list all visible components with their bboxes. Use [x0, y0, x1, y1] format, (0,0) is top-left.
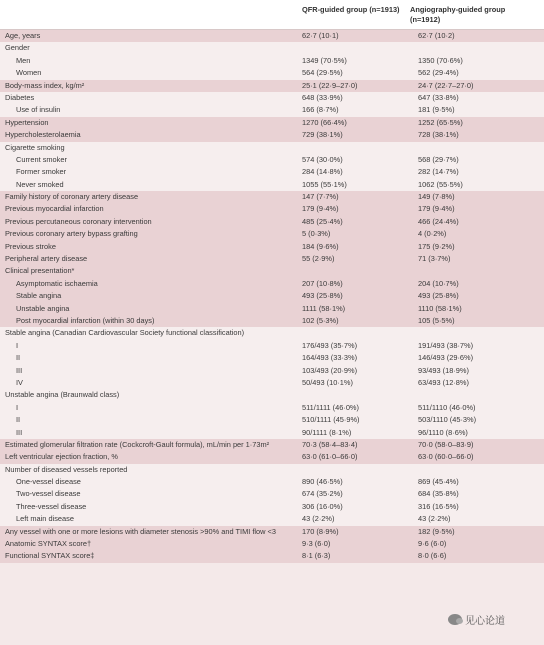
qfr-value: 50/493 (10·1%) — [302, 377, 353, 387]
angiography-value: 9·6 (6·0) — [418, 539, 447, 549]
table-row — [0, 142, 544, 154]
table-row — [0, 241, 544, 253]
angiography-value: 179 (9·4%) — [418, 204, 455, 214]
table-row — [0, 216, 544, 228]
table-row — [0, 414, 544, 426]
row-label: Use of insulin — [16, 105, 61, 115]
header-angiography-group: Angiography-guided group (n=1912) — [410, 5, 506, 24]
qfr-value: 166 (8·7%) — [302, 105, 339, 115]
angiography-value: 1110 (58·1%) — [418, 303, 462, 313]
qfr-value: 1349 (70·5%) — [302, 55, 347, 65]
qfr-value: 70·3 (58·4–83·4) — [302, 439, 358, 449]
table-row — [0, 389, 544, 401]
qfr-value: 729 (38·1%) — [302, 130, 343, 140]
table-row — [0, 191, 544, 203]
angiography-value: 204 (10·7%) — [418, 278, 459, 288]
qfr-value: 25·1 (22·9–27·0) — [302, 80, 358, 90]
angiography-value: 62·7 (10·2) — [418, 31, 455, 40]
row-label: Never smoked — [16, 179, 64, 189]
qfr-value: 574 (30·0%) — [302, 154, 343, 164]
row-label: Stable angina (Canadian Cardiovascular Society functional classification) — [5, 328, 245, 338]
table-row — [0, 538, 544, 550]
qfr-value: 176/493 (35·7%) — [302, 340, 358, 350]
table-row — [0, 439, 544, 451]
row-label: Any vessel with one or more lesions with diameter stenosis >90% and TIMI flow <3 — [5, 526, 276, 536]
row-label: IV — [16, 377, 23, 387]
qfr-value: 493 (25·8%) — [302, 291, 343, 301]
angiography-value: 728 (38·1%) — [418, 130, 459, 140]
row-label: Current smoker — [16, 154, 67, 164]
angiography-value: 146/493 (29·6%) — [418, 353, 474, 363]
row-label: Two-vessel disease — [16, 489, 81, 499]
row-label: Hypertension — [5, 117, 49, 127]
angiography-value: 1062 (55·5%) — [418, 179, 463, 189]
qfr-value: 1270 (66·4%) — [302, 117, 347, 127]
qfr-value: 102 (5·3%) — [302, 315, 339, 325]
row-label: Left main disease — [16, 514, 74, 524]
angiography-value: 63/493 (12·8%) — [418, 377, 469, 387]
table-row — [0, 488, 544, 500]
row-label: Previous stroke — [5, 241, 56, 251]
table-row — [0, 365, 544, 377]
angiography-value: 63·0 (60·0–66·0) — [418, 452, 474, 462]
table-row — [0, 377, 544, 389]
angiography-value: 96/1110 (8·6%) — [418, 427, 468, 437]
angiography-value: 181 (9·5%) — [418, 105, 455, 115]
table-row — [0, 476, 544, 488]
watermark-text: 见心论道 — [465, 616, 505, 627]
angiography-value: 1350 (70·6%) — [418, 55, 463, 65]
table-row — [0, 315, 544, 327]
table-row — [0, 402, 544, 414]
row-label: Gender — [5, 43, 30, 53]
table-row — [0, 179, 544, 191]
angiography-value: 511/1110 (46·0%) — [418, 402, 476, 412]
qfr-value: 9·3 (6·0) — [302, 539, 331, 549]
angiography-value: 182 (9·5%) — [418, 526, 455, 536]
row-label: I — [16, 340, 19, 350]
row-label: Family history of coronary artery disease — [5, 192, 139, 202]
row-label: Post myocardial infarction (within 30 days) — [16, 315, 155, 325]
qfr-value: 55 (2·9%) — [302, 254, 335, 264]
angiography-value: 647 (33·8%) — [418, 92, 459, 102]
angiography-value: 105 (5·5%) — [418, 315, 455, 325]
row-label: Stable angina — [16, 291, 62, 301]
qfr-value: 5 (0·3%) — [302, 229, 331, 239]
angiography-value: 568 (29·7%) — [418, 154, 459, 164]
qfr-value: 648 (33·9%) — [302, 92, 343, 102]
table-row — [0, 30, 544, 42]
row-label: Men — [16, 55, 31, 65]
qfr-value: 62·7 (10·1) — [302, 31, 339, 40]
row-label: Asymptomatic ischaemia — [16, 278, 98, 288]
qfr-value: 184 (9·6%) — [302, 241, 339, 251]
table-row — [0, 55, 544, 67]
row-label: Women — [16, 68, 42, 78]
row-label: Previous coronary artery bypass grafting — [5, 229, 138, 239]
row-label: II — [16, 415, 21, 425]
row-label: Unstable angina (Braunwald class) — [5, 390, 120, 400]
angiography-value: 24·7 (22·7–27·0) — [418, 80, 474, 90]
qfr-value: 103/493 (20·9%) — [302, 365, 358, 375]
table-row — [0, 427, 544, 439]
angiography-value: 503/1110 (45·3%) — [418, 415, 477, 425]
angiography-value: 71 (3·7%) — [418, 254, 451, 264]
angiography-value: 93/493 (18·9%) — [418, 365, 469, 375]
row-label: Hypercholesterolaemia — [5, 130, 81, 140]
row-label: Clinical presentation* — [5, 266, 75, 276]
qfr-value: 207 (10·8%) — [302, 278, 343, 288]
row-label: Age, years — [5, 31, 41, 40]
table-row — [0, 92, 544, 104]
table-row — [0, 228, 544, 240]
table-row — [0, 253, 544, 265]
qfr-value: 90/1111 (8·1%) — [302, 427, 352, 437]
row-label: III — [16, 427, 23, 437]
angiography-value: 466 (24·4%) — [418, 216, 459, 226]
table-row — [0, 451, 544, 463]
angiography-value: 493 (25·8%) — [418, 291, 459, 301]
angiography-value: 4 (0·2%) — [418, 229, 447, 239]
table-row — [0, 303, 544, 315]
row-label: Number of diseased vessels reported — [5, 464, 128, 474]
table-row — [0, 117, 544, 129]
angiography-value: 175 (9·2%) — [418, 241, 455, 251]
wechat-icon — [448, 614, 462, 625]
row-label: Previous percutaneous coronary intervention — [5, 216, 152, 226]
table-row — [0, 290, 544, 302]
qfr-value: 306 (16·0%) — [302, 501, 343, 511]
qfr-value: 485 (25·4%) — [302, 216, 343, 226]
table-row — [0, 67, 544, 79]
row-label: One-vessel disease — [16, 477, 81, 487]
qfr-value: 284 (14·8%) — [302, 167, 343, 177]
row-label: Three-vessel disease — [16, 501, 87, 511]
table-row — [0, 513, 544, 525]
row-label: I — [16, 402, 19, 412]
row-label: Left ventricular ejection fraction, % — [5, 452, 118, 462]
qfr-value: 8·1 (6·3) — [302, 551, 331, 561]
qfr-value: 511/1111 (46·0%) — [302, 402, 359, 412]
header-qfr-group: QFR-guided group (n=1913) — [302, 5, 400, 14]
qfr-value: 890 (46·5%) — [302, 477, 343, 487]
qfr-value: 179 (9·4%) — [302, 204, 339, 214]
table-row — [0, 129, 544, 141]
angiography-value: 684 (35·8%) — [418, 489, 459, 499]
angiography-value: 191/493 (38·7%) — [418, 340, 474, 350]
table-row — [0, 80, 544, 92]
table-row — [0, 327, 544, 339]
angiography-value: 70·0 (58·0–83·9) — [418, 439, 474, 449]
qfr-value: 564 (29·5%) — [302, 68, 343, 78]
table-header — [0, 0, 544, 30]
row-label: Estimated glomerular filtration rate (Cockcroft-Gault formula), mL/min per 1·73m² — [5, 439, 270, 449]
qfr-value: 63·0 (61·0–66·0) — [302, 452, 358, 462]
row-label: III — [16, 365, 23, 375]
row-label: Former smoker — [16, 167, 67, 177]
table-row — [0, 154, 544, 166]
row-label: Anatomic SYNTAX score† — [5, 539, 92, 549]
table-row — [0, 501, 544, 513]
qfr-value: 164/493 (33·3%) — [302, 353, 358, 363]
watermark — [448, 612, 505, 627]
table-row — [0, 104, 544, 116]
row-label: Peripheral artery disease — [5, 254, 88, 264]
table-row — [0, 203, 544, 215]
angiography-value: 1252 (65·5%) — [418, 117, 463, 127]
row-label: Cigarette smoking — [5, 142, 65, 152]
qfr-value: 43 (2·2%) — [302, 514, 335, 524]
angiography-value: 282 (14·7%) — [418, 167, 459, 177]
angiography-value: 869 (45·4%) — [418, 477, 459, 487]
table-row — [0, 526, 544, 538]
angiography-value: 316 (16·5%) — [418, 501, 459, 511]
angiography-value: 562 (29·4%) — [418, 68, 459, 78]
qfr-value: 147 (7·7%) — [302, 192, 339, 202]
row-label: Functional SYNTAX score‡ — [5, 551, 95, 561]
qfr-value: 674 (35·2%) — [302, 489, 343, 499]
table-row — [0, 340, 544, 352]
row-label: Body-mass index, kg/m² — [5, 80, 85, 90]
table-body — [0, 30, 544, 563]
angiography-value: 149 (7·8%) — [418, 192, 455, 202]
table-row — [0, 464, 544, 476]
qfr-value: 510/1111 (45·9%) — [302, 415, 360, 425]
table-row — [0, 550, 544, 562]
angiography-value: 8·0 (6·6) — [418, 551, 447, 561]
table-row — [0, 166, 544, 178]
qfr-value: 170 (8·9%) — [302, 526, 339, 536]
table-row — [0, 42, 544, 54]
qfr-value: 1055 (55·1%) — [302, 179, 347, 189]
row-label: II — [16, 353, 21, 363]
qfr-value: 1111 (58·1%) — [302, 303, 346, 313]
table-row — [0, 265, 544, 277]
row-label: Diabetes — [5, 92, 35, 102]
row-label: Previous myocardial infarction — [5, 204, 104, 214]
row-label: Unstable angina — [16, 303, 70, 313]
table-row — [0, 352, 544, 364]
table-row — [0, 278, 544, 290]
angiography-value: 43 (2·2%) — [418, 514, 451, 524]
